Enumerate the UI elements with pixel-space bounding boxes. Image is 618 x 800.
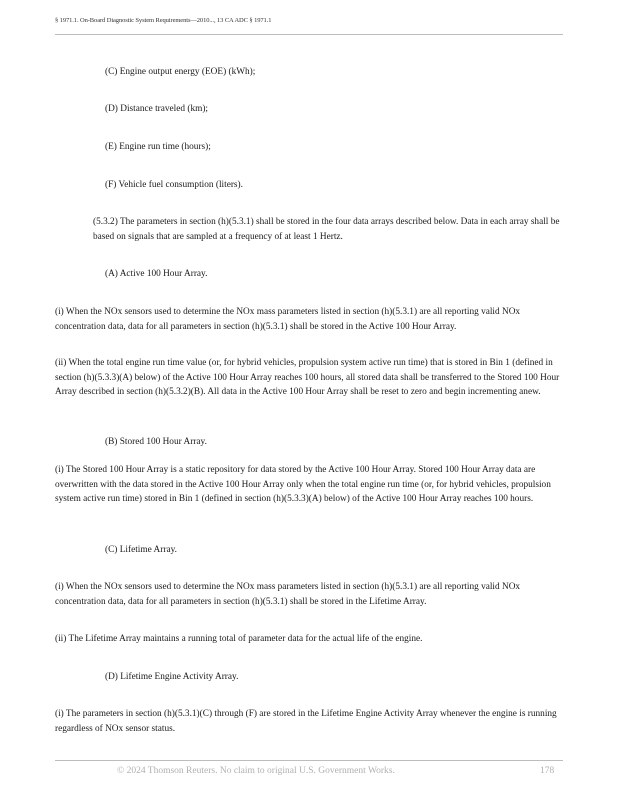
heading-active-100-hour-array: (A) Active 100 Hour Array. <box>105 269 208 279</box>
para-lifetime-array-i: (i) When the NOx sensors used to determine the NOx mass parameters listed in section (h)(5.3.1) are all reporting valid NOx concentration data, data for all parameters in section (h)(5.3.1) shall be stored in the Lifetime Array. <box>55 582 521 607</box>
copyright-notice: © 2024 Thomson Reuters. No claim to original U.S. Government Works. <box>117 766 395 776</box>
para-5-3-2: (5.3.2) The parameters in section (h)(5.3.1) shall be stored in the four data arrays described below. Data in each array shall be based on signals that are sampled at a frequency of at least 1 Hertz. <box>93 217 560 242</box>
heading-stored-100-hour-array: (B) Stored 100 Hour Array. <box>105 437 207 447</box>
header-divider <box>55 34 563 35</box>
para-vehicle-fuel-consumption: (F) Vehicle fuel consumption (liters). <box>105 180 243 190</box>
para-engine-output-energy: (C) Engine output energy (EOE) (kWh); <box>105 67 256 77</box>
running-header: § 1971.1. On-Board Diagnostic System Requirements—2010..., 13 CA ADC § 1971.1 <box>55 17 272 24</box>
para-active-array-ii: (ii) When the total engine run time value (or, for hybrid vehicles, propulsion system active run time) that is stored in Bin 1 (defined in section (h)(5.3.3)(A) below) of the Active 100 Hour Array reaches 100 hours, all stored data shall be transferred to the Stored 100 Hour Array described in section (h)(5.3.2)(B). All data in the Active 100 Hour Array shall be reset to zero and begin incrementing anew. <box>55 358 560 398</box>
para-engine-run-time: (E) Engine run time (hours); <box>105 142 211 152</box>
para-lifetime-engine-activity-i: (i) The parameters in section (h)(5.3.1)(C) through (F) are stored in the Lifetime Engine Activity Array whenever the engine is running regardless of NOx sensor status. <box>55 709 557 734</box>
para-stored-array-i: (i) The Stored 100 Hour Array is a static repository for data stored by the Active 100 Hour Array. Stored 100 Hour Array data are overwritten with the data stored in the Active 100 Hour Array only when the total engine run time (or, for hybrid vehicles, propulsion system active run time) stored in Bin 1 (defined in section (h)(5.3.3)(A) below) of the Active 100 Hour Array reaches 100 hours. <box>55 465 551 505</box>
para-distance-traveled: (D) Distance traveled (km); <box>105 104 208 114</box>
para-lifetime-array-ii: (ii) The Lifetime Array maintains a running total of parameter data for the actual life of the engine. <box>55 634 423 644</box>
heading-lifetime-engine-activity-array: (D) Lifetime Engine Activity Array. <box>105 672 239 682</box>
para-active-array-i: (i) When the NOx sensors used to determine the NOx mass parameters listed in section (h)(5.3.1) are all reporting valid NOx concentration data, data for all parameters in section (h)(5.3.1) shall be stored in the Active 100 Hour Array. <box>55 307 521 332</box>
page-number: 178 <box>540 766 555 776</box>
footer-divider <box>55 760 563 761</box>
heading-lifetime-array: (C) Lifetime Array. <box>105 545 177 555</box>
